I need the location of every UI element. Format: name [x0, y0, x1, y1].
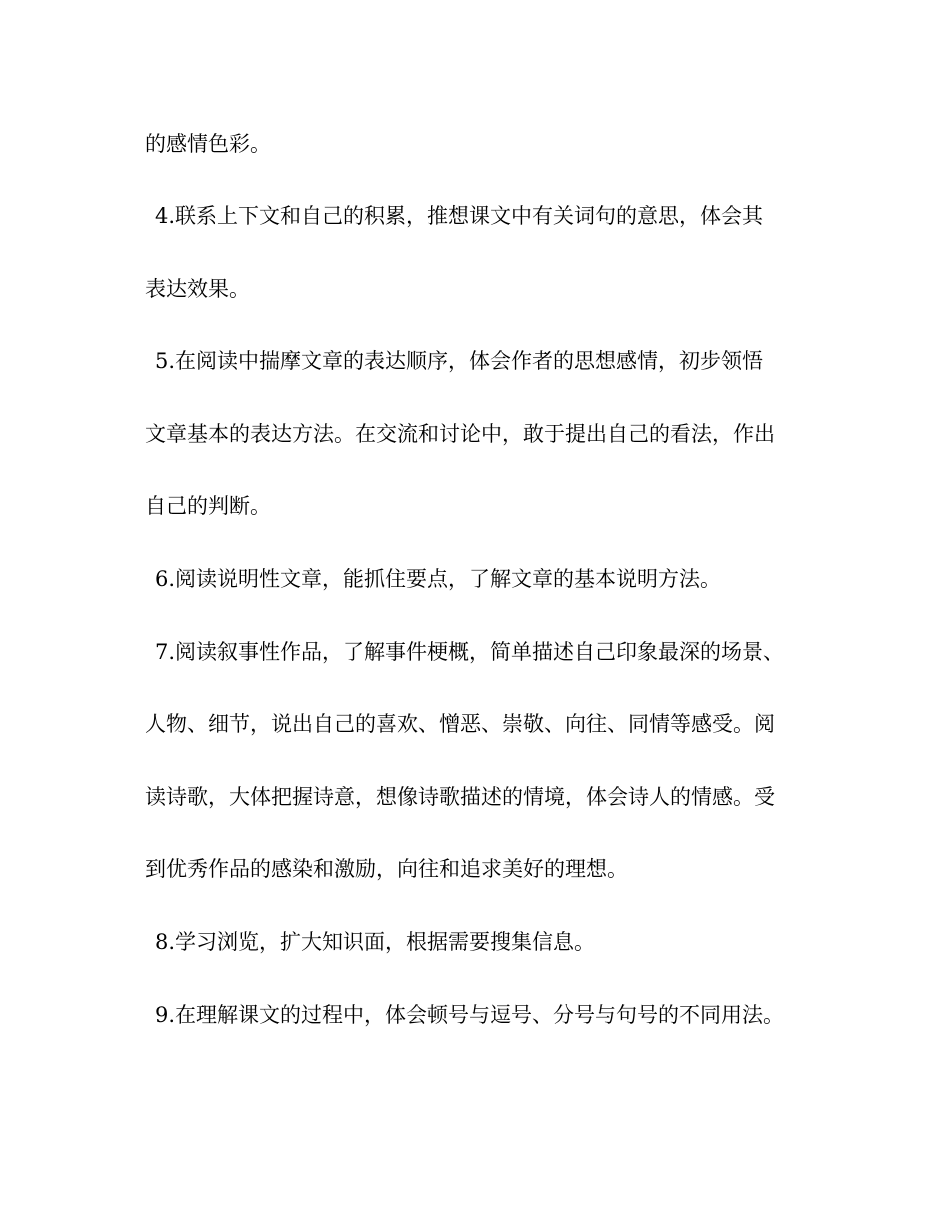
paragraph-line: 的感情色彩。 — [145, 132, 271, 156]
paragraph-line: 读诗歌，大体把握诗意，想像诗歌描述的情境，体会诗人的情感。受 — [145, 785, 775, 809]
paragraph-line: 文章基本的表达方法。在交流和讨论中，敢于提出自己的看法，作出 — [145, 422, 775, 446]
paragraph-line: 表达效果。 — [145, 277, 250, 301]
paragraph-line: 6.阅读说明性文章，能抓住要点，了解文章的基本说明方法。 — [155, 567, 722, 591]
paragraph-line: 到优秀作品的感染和激励，向往和追求美好的理想。 — [145, 857, 628, 881]
paragraph-line: 4.联系上下文和自己的积累，推想课文中有关词句的意思，体会其 — [155, 204, 764, 228]
paragraph-line: 8.学习浏览，扩大知识面，根据需要搜集信息。 — [155, 930, 596, 954]
paragraph-line: 人物、细节，说出自己的喜欢、憎恶、崇敬、向往、同情等感受。阅 — [145, 712, 775, 736]
paragraph-line: 7.阅读叙事性作品，了解事件梗概，简单描述自己印象最深的场景、 — [155, 640, 785, 664]
paragraph-line: 9.在理解课文的过程中，体会顿号与逗号、分号与句号的不同用法。 — [155, 1003, 785, 1027]
paragraph-line: 自己的判断。 — [145, 494, 271, 518]
paragraph-line: 5.在阅读中揣摩文章的表达顺序，体会作者的思想感情，初步领悟 — [155, 349, 764, 373]
